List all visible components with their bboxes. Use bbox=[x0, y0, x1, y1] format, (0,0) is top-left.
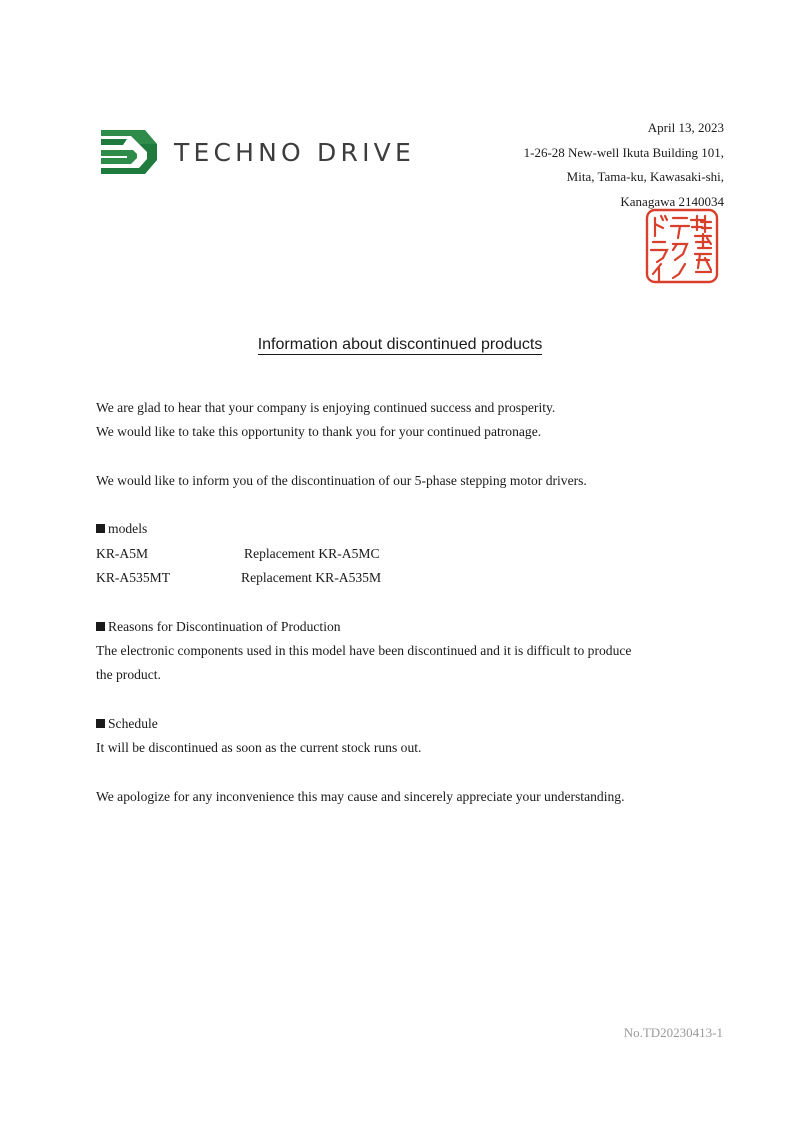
company-seal bbox=[645, 208, 719, 284]
letter-body bbox=[96, 396, 736, 809]
discontinuation-notice: We would like to inform you of the discontinuation of our 5-phase stepping motor drivers. bbox=[96, 472, 587, 488]
schedule-text: It will be discontinued as soon as the current stock runs out. bbox=[96, 740, 422, 756]
reasons-heading bbox=[96, 615, 736, 639]
schedule-heading bbox=[96, 712, 736, 736]
models-heading-text: models bbox=[108, 521, 148, 537]
document-number: No.TD20230413-1 bbox=[623, 1025, 723, 1040]
letter-date: April 13, 2023 bbox=[647, 120, 724, 135]
closing-line: We apologize for any inconvenience this may cause and sincerely appreciate your understanding. bbox=[96, 788, 625, 804]
bullet-square-icon bbox=[96, 524, 105, 533]
model-row bbox=[96, 542, 736, 566]
company-logo bbox=[97, 130, 415, 174]
bullet-square-icon bbox=[96, 719, 105, 728]
address-line-2: Mita, Tama-ku, Kawasaki-shi, bbox=[566, 169, 724, 184]
bullet-square-icon bbox=[96, 622, 105, 631]
techno-drive-logo-icon bbox=[97, 130, 157, 174]
greeting-line-1: We are glad to hear that your company is enjoying continued success and prosperity. bbox=[96, 400, 556, 415]
model-replacement: Replacement KR-A5MC bbox=[244, 545, 380, 561]
seal-stamp-icon bbox=[645, 208, 719, 284]
reasons-line-1: The electronic components used in this model have been discontinued and it is difficult to produce bbox=[96, 642, 632, 658]
models-heading bbox=[96, 517, 736, 541]
sender-block bbox=[524, 116, 724, 214]
greeting-line-2: We would like to take this opportunity to thank you for your continued patronage. bbox=[96, 424, 542, 440]
page-title-text: Information about discontinued products bbox=[257, 336, 543, 353]
address-line-3: Kanagawa 2140034 bbox=[620, 193, 724, 209]
logo-wordmark: TECHNO DRIVE bbox=[174, 137, 415, 167]
model-name: KR-A535MT bbox=[96, 570, 171, 586]
model-row bbox=[96, 566, 736, 590]
page-title bbox=[0, 336, 800, 354]
model-replacement: Replacement KR-A535M bbox=[241, 570, 382, 586]
schedule-heading-text: Schedule bbox=[108, 715, 158, 731]
address-line-1: 1-26-28 New-well Ikuta Building 101, bbox=[523, 144, 724, 160]
reasons-line-2: the product. bbox=[96, 667, 161, 683]
model-name: KR-A5M bbox=[96, 545, 149, 561]
reasons-heading-text: Reasons for Discontinuation of Production bbox=[108, 618, 341, 634]
